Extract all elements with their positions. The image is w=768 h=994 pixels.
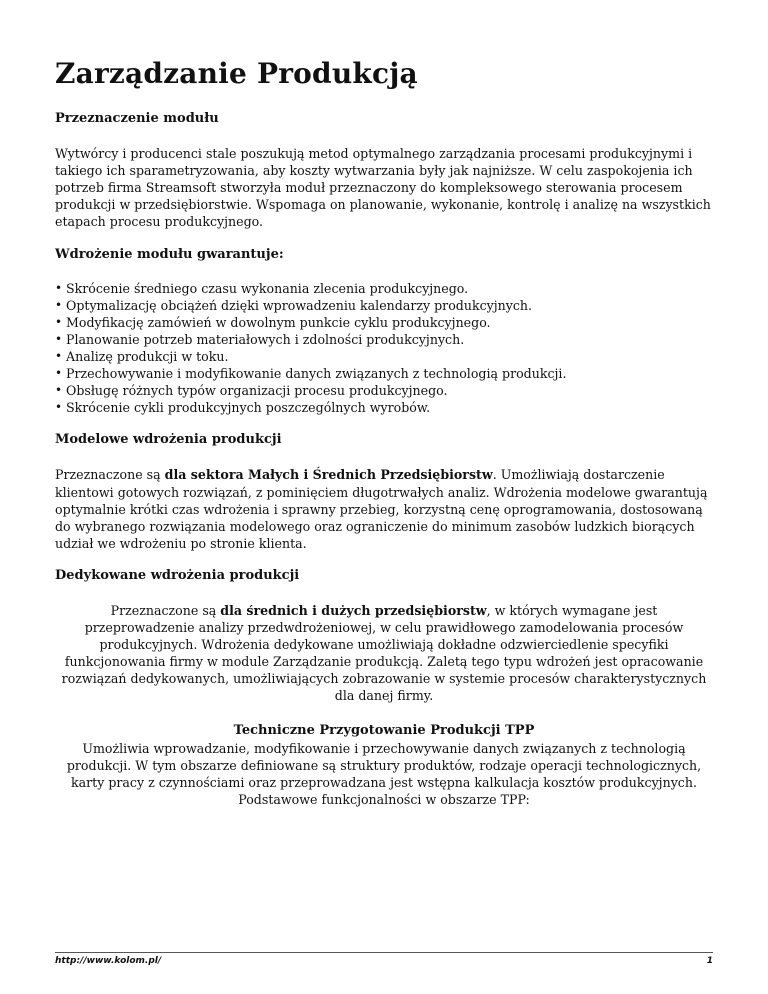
document-page bbox=[55, 0, 713, 808]
text-run: , w których wymagane jest przeprowadzenie analizy przedwdrożeniowej, w celu prawidłowego zamodelowania procesów produkcyjnych. Wdrożenia dedykowane umożliwiają dokładne odzwierciedlenie specyfiki funkcjonowania firmy w module Zarządzanie produkcją. Zaletą tego typu wdrożeń jest opracowanie rozwiązań dedykowanych, umożliwiających zobrazowanie w systemie procesów charakterystycznych dla danej firmy. bbox=[61, 602, 707, 704]
list-item bbox=[55, 382, 713, 399]
emphasis-text: dla średnich i dużych przedsiębiorstw bbox=[220, 602, 487, 618]
list-item bbox=[55, 348, 713, 365]
section-text-purpose: Wytwórcy i producenci stale poszukują metod optymalnego zarządzania procesami produkcyjnymi i takiego ich sparametryzowania, aby koszty wytwarzania były jak najniższe. W celu zaspokojenia ich potrzeb firma Streamsoft stworzyła moduł przeznaczony do kompleksowego sterowania procesem produkcji w przedsiębiorstwie. Wspomaga on planowanie, wykonanie, kontrolę i analizę na wszystkich etapach procesu produkcyjnego. bbox=[55, 146, 711, 230]
section-heading-purpose: Przeznaczenie modułu bbox=[55, 111, 219, 126]
bullet-icon: • bbox=[55, 366, 63, 381]
section-heading-tpp: Techniczne Przygotowanie Produkcji TPP bbox=[233, 722, 535, 738]
section-text-tpp: Umożliwia wprowadzanie, modyfikowanie i przechowywanie danych związanych z technologią produkcji. W tym obszarze definiowane są struktury produktów, rodzaje operacji technologicznych, karty pracy z czynnościami oraz przeprowadzana jest wstępna kalkulacja kosztów produkcyjnych. Podstawowe funkcjonalności w obszarze TPP: bbox=[66, 740, 702, 807]
list-item bbox=[55, 399, 713, 416]
section-text-dedicated-deployments bbox=[55, 602, 713, 705]
list-item bbox=[55, 297, 713, 314]
bullet-icon: • bbox=[55, 332, 63, 347]
list-item-text: Skrócenie średniego czasu wykonania zlecenia produkcyjnego. bbox=[66, 281, 469, 297]
bullet-icon: • bbox=[55, 383, 63, 398]
text-run: . Umożliwiają dostarczenie klientowi gotowych rozwiązań, z pominięciem długotrwałych analiz. Wdrożenia modelowe gwarantują optymalnie krótki czas wdrożenia i sprawny przebieg, korzystną cenę oprogramowania, dostosowaną do wybranego rozwiązania modelowego oraz ograniczenie do minimum zasobów ludzkich biorących udział we wdrożeniu po stronie klienta. bbox=[55, 467, 708, 551]
list-item bbox=[55, 331, 713, 348]
section-heading-guarantees: Wdrożenie modułu gwarantuje: bbox=[55, 247, 284, 263]
list-item-text: Planowanie potrzeb materiałowych i zdolności produkcyjnych. bbox=[66, 332, 465, 348]
bullet-icon: • bbox=[55, 349, 63, 364]
list-item-text: Modyfikację zamówień w dowolnym punkcie cyklu produkcyjnego. bbox=[66, 315, 491, 331]
section-heading-dedicated-deployments: Dedykowane wdrożenia produkcji bbox=[55, 567, 300, 583]
list-item-text: Przechowywanie i modyfikowanie danych związanych z technologią produkcji. bbox=[66, 366, 567, 382]
bullet-icon: • bbox=[55, 298, 63, 313]
list-item bbox=[55, 314, 713, 331]
list-item-text: Obsługę różnych typów organizacji procesu produkcyjnego. bbox=[66, 383, 448, 399]
feature-list bbox=[55, 280, 713, 416]
section-heading-model-deployments: Modelowe wdrożenia produkcji bbox=[55, 432, 282, 448]
list-item-text: Analizę produkcji w toku. bbox=[66, 349, 229, 365]
list-item bbox=[55, 280, 713, 297]
text-run: Przeznaczone są bbox=[110, 602, 221, 618]
text-run: Przeznaczone są bbox=[55, 467, 165, 483]
bullet-icon: • bbox=[55, 400, 63, 415]
page-number: 1 bbox=[706, 956, 713, 966]
footer-url: http://www.kolom.pl/ bbox=[55, 956, 162, 966]
list-item-text: Skrócenie cykli produkcyjnych poszczególnych wyrobów. bbox=[66, 400, 431, 416]
list-item-text: Optymalizację obciążeń dzięki wprowadzeniu kalendarzy produkcyjnych. bbox=[66, 298, 533, 314]
bullet-icon: • bbox=[55, 315, 63, 330]
emphasis-text: dla sektora Małych i Średnich Przedsiębiorstw bbox=[164, 467, 493, 483]
page-title: Zarządzanie Produkcją bbox=[55, 57, 418, 90]
section-text-model-deployments bbox=[55, 466, 713, 551]
bullet-icon: • bbox=[55, 281, 63, 296]
page-footer bbox=[55, 952, 713, 966]
list-item bbox=[55, 365, 713, 382]
